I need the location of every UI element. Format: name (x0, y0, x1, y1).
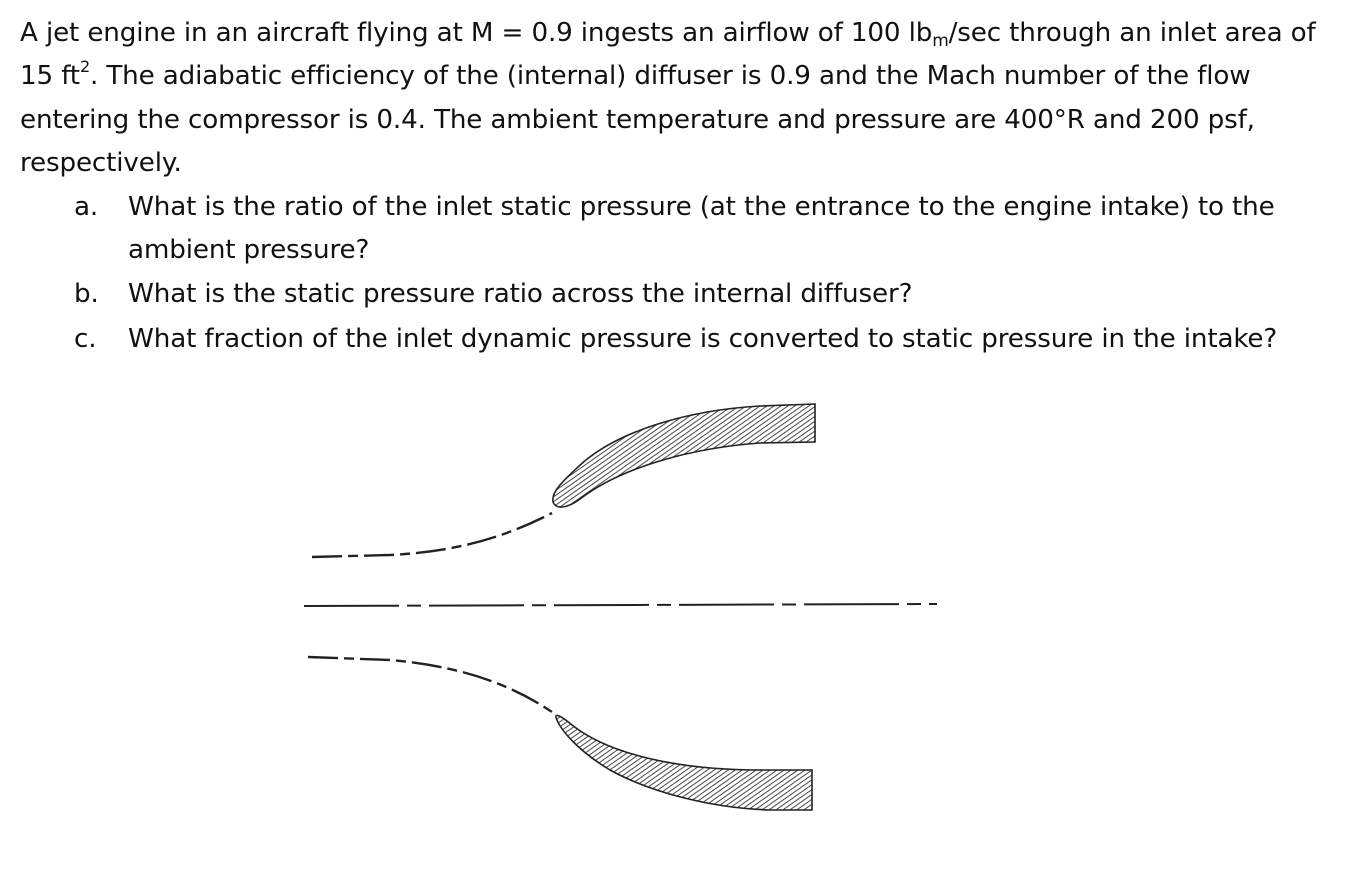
problem-intro (20, 12, 1330, 186)
lower-streamline (308, 657, 552, 712)
question-b (20, 273, 1330, 316)
question-letter: a. (74, 191, 99, 222)
question-text: What is the static pressure ratio across the internal diffuser? (128, 279, 913, 310)
upper-streamline (312, 513, 552, 557)
question-text: What is the ratio of the inlet static pressure (at the entrance to the engine intake) to the ambient pressure? (128, 191, 1275, 266)
lower-cowl-lip (556, 715, 812, 810)
question-c (20, 318, 1330, 361)
intro-text-part2: /sec through an inlet area of 15 ft (20, 18, 1316, 92)
area-unit-superscript: 2 (79, 57, 90, 77)
question-letter: c. (74, 323, 97, 354)
mass-unit-subscript: m (932, 31, 949, 51)
question-list (20, 186, 1330, 362)
upper-cowl-lip (553, 404, 815, 507)
intro-text-part1: A jet engine in an aircraft flying at M = 0.9 ingests an airflow of 100 lb (20, 18, 933, 48)
question-text: What fraction of the inlet dynamic pressure is converted to static pressure in the intake? (128, 323, 1278, 354)
question-a (20, 186, 1330, 273)
problem-statement (20, 12, 1330, 361)
intro-text-part3: . The adiabatic efficiency of the (internal) diffuser is 0.9 and the Mach number of the flow entering the compressor is 0.4. The ambient temperature and pressure are 400°R and 200 psf, respectively. (20, 61, 1255, 179)
question-letter: b. (74, 279, 99, 310)
centerline (304, 604, 937, 606)
